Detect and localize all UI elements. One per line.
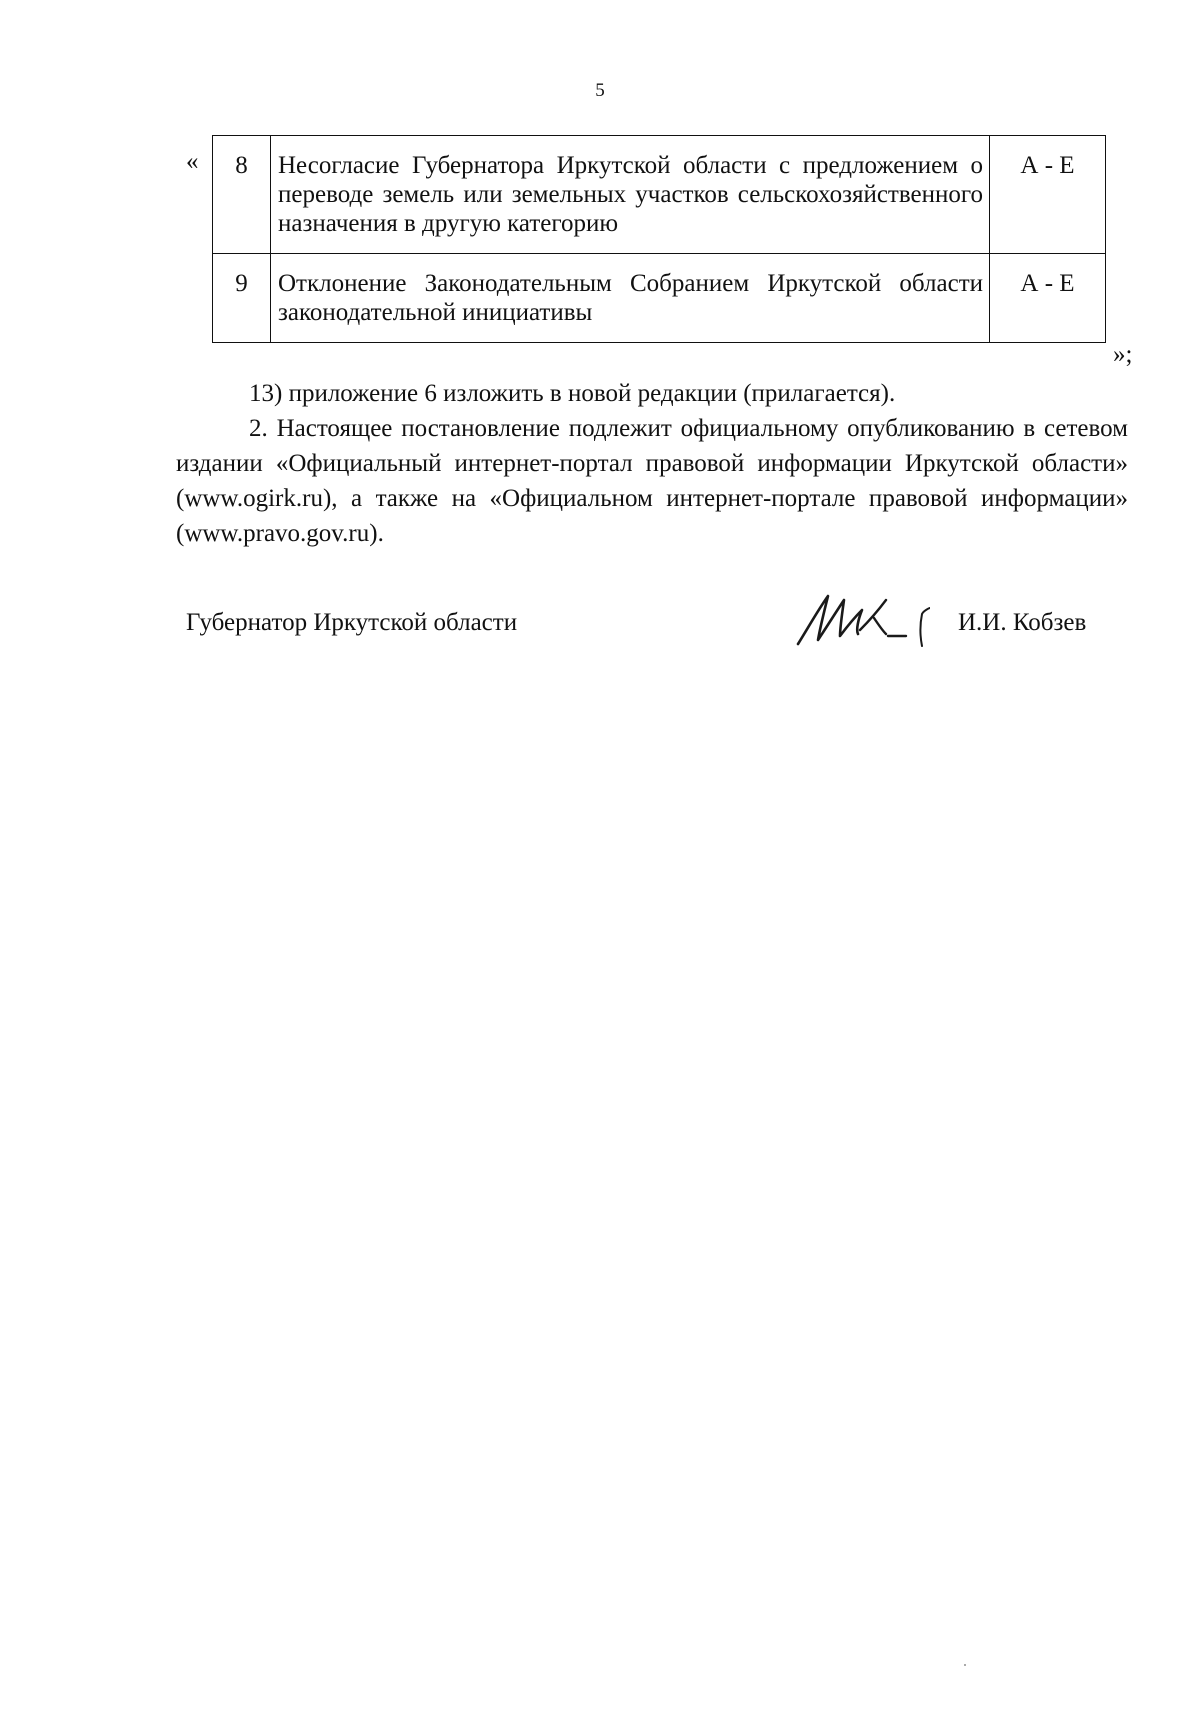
row-code: А - Е <box>990 254 1106 343</box>
row-number: 8 <box>213 136 271 254</box>
scan-speck <box>964 1664 966 1666</box>
row-number: 9 <box>213 254 271 343</box>
signatory-name: И.И. Кобзев <box>958 609 1087 636</box>
table-row <box>213 254 1106 343</box>
table-row <box>213 136 1106 254</box>
row-code: А - Е <box>990 136 1106 254</box>
amendment-table <box>212 135 1106 343</box>
item-13-text: 13) приложение 6 изложить в новой редакции (прилагается). <box>249 380 896 407</box>
closing-quote: »; <box>1113 341 1133 368</box>
row-text: Несогласие Губернатора Иркутской области с предложением о переводе земель или земельных участков сельскохозяйственного назначения в другую категорию <box>271 136 990 254</box>
document-body <box>176 376 1128 551</box>
handwritten-signature <box>790 590 930 655</box>
paragraph-2-text: 2. Настоящее постановление подлежит официальному опубликованию в сетевом издании «Официальный интернет-портал правовой информации Иркутской области» (www.ogirk.ru), а также на «Официальном интернет-портале правовой информации» (www.pravo.gov.ru). <box>176 415 1128 547</box>
signatory-title: Губернатор Иркутской области <box>186 609 518 636</box>
opening-quote: « <box>186 148 199 175</box>
row-text: Отклонение Законодательным Собранием Иркутской области законодательной инициативы <box>271 254 990 343</box>
page-number: 5 <box>595 80 605 101</box>
